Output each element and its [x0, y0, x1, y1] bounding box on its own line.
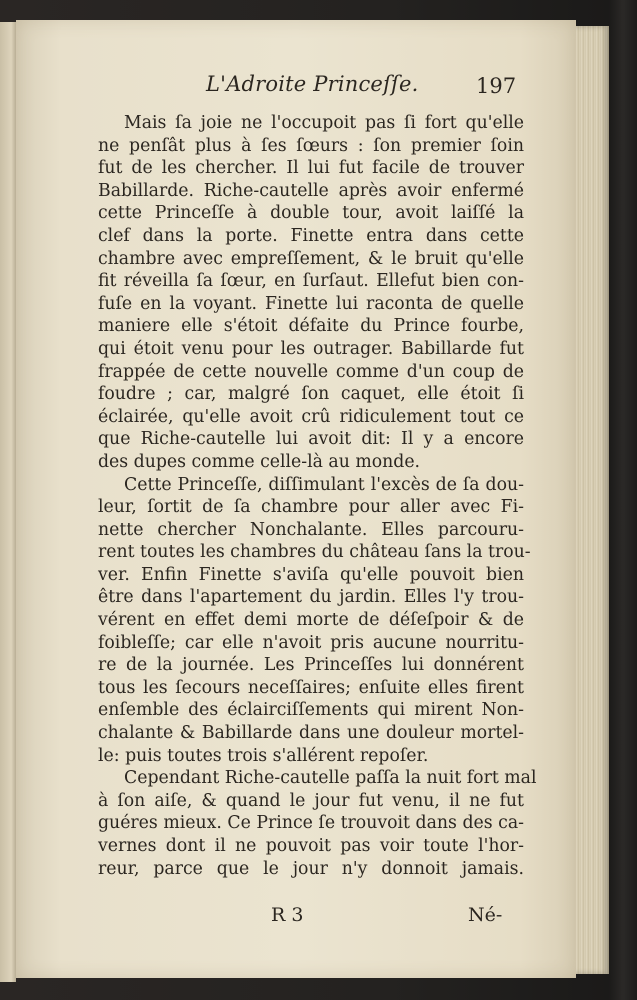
running-title: L'Adroite Princeſſe.: [206, 72, 419, 96]
text-line: éclairée, qu'elle avoit crû ridiculement tout ce: [98, 406, 524, 427]
text-line: nette chercher Nonchalante. Elles parcouru-: [98, 519, 524, 540]
text-line: à ſon aiſe, & quand le jour fut venu, il ne fut: [98, 790, 524, 811]
text-line: que Riche-cautelle lui avoit dit: Il y a encore: [98, 429, 524, 450]
text-line: frappée de cette nouvelle comme d'un coup de: [98, 361, 524, 382]
page-number: 197: [476, 74, 517, 98]
text-line: leur, ſortit de ſa chambre pour aller avec Fi-: [98, 497, 524, 518]
text-line: vérent en effet demi morte de déſeſpoir & de: [98, 610, 524, 631]
text-line: Cependant Riche-cautelle paſſa la nuit fort mal: [124, 768, 537, 789]
page-header: [16, 72, 576, 112]
text-line: Cette Princeſſe, diſſimulant l'excès de ſa dou-: [124, 474, 524, 495]
text-line: foudre ; car, malgré ſon caquet, elle étoit ſi: [98, 384, 524, 405]
text-line: enſemble des éclairciſſements qui mirent Non-: [98, 700, 524, 721]
text-line: des dupes comme celle-là au monde.: [98, 451, 421, 472]
left-page-edge: [0, 22, 16, 982]
text-line: le: puis toutes trois s'allérent repoſer.: [98, 745, 429, 766]
text-line: foibleſſe; car elle n'avoit pris aucune nourritu-: [98, 632, 524, 653]
text-line: chalante & Babillarde dans une douleur mortel-: [98, 723, 524, 744]
page-footer: [16, 904, 576, 934]
text-line: fit réveilla ſa ſœur, en ſurſaut. Ellefut bien con-: [98, 271, 524, 292]
text-line: vernes dont il ne pouvoit pas voir toute l'hor-: [98, 836, 524, 856]
body-text: [98, 112, 537, 880]
text-line: tous les ſecours neceſſaires; enſuite elles firent: [98, 677, 524, 698]
catchword: Né-: [468, 904, 503, 926]
text-line: être dans l'apartement du jardin. Elles l'y trou-: [98, 587, 524, 608]
text-line: re de la journée. Les Princeſſes lui donnérent: [98, 655, 524, 676]
text-line: maniere elle s'étoit défaite du Prince fourbe,: [98, 316, 524, 337]
book-cover-edge: [609, 0, 637, 1000]
text-line: fut de les chercher. Il lui fut facile de trouver: [98, 158, 524, 179]
text-line: chambre avec empreſſement, & le bruit qu'elle: [98, 248, 524, 269]
text-line: clef dans la porte. Finette entra dans cette: [98, 225, 524, 246]
text-line: Mais ſa joie ne l'occupoit pas ſi fort qu'elle: [124, 113, 524, 133]
text-line: ne penſât plus à ſes ſœurs : ſon premier ſoin: [98, 135, 524, 156]
text-line: rent toutes les chambres du château ſans la trou-: [98, 542, 531, 563]
text-line: reur, parce que le jour n'y donnoit jamais.: [98, 858, 524, 879]
page-fore-edge: [575, 26, 609, 974]
text-line: guéres mieux. Ce Prince ſe trouvoit dans des ca-: [98, 813, 524, 834]
text-line: fuſe en la voyant. Finette lui raconta de quelle: [98, 293, 524, 314]
text-line: qui étoit venu pour les outrager. Babillarde fut: [98, 338, 524, 359]
text-line: ver. Enfin Finette s'aviſa qu'elle pouvoit bien: [98, 564, 524, 585]
text-line: Babillarde. Riche-cautelle après avoir enfermé: [98, 180, 524, 201]
text-line: cette Princeſſe à double tour, avoit laiſſé la: [98, 203, 524, 224]
book-page: [16, 20, 576, 978]
signature-mark: R 3: [271, 904, 304, 926]
